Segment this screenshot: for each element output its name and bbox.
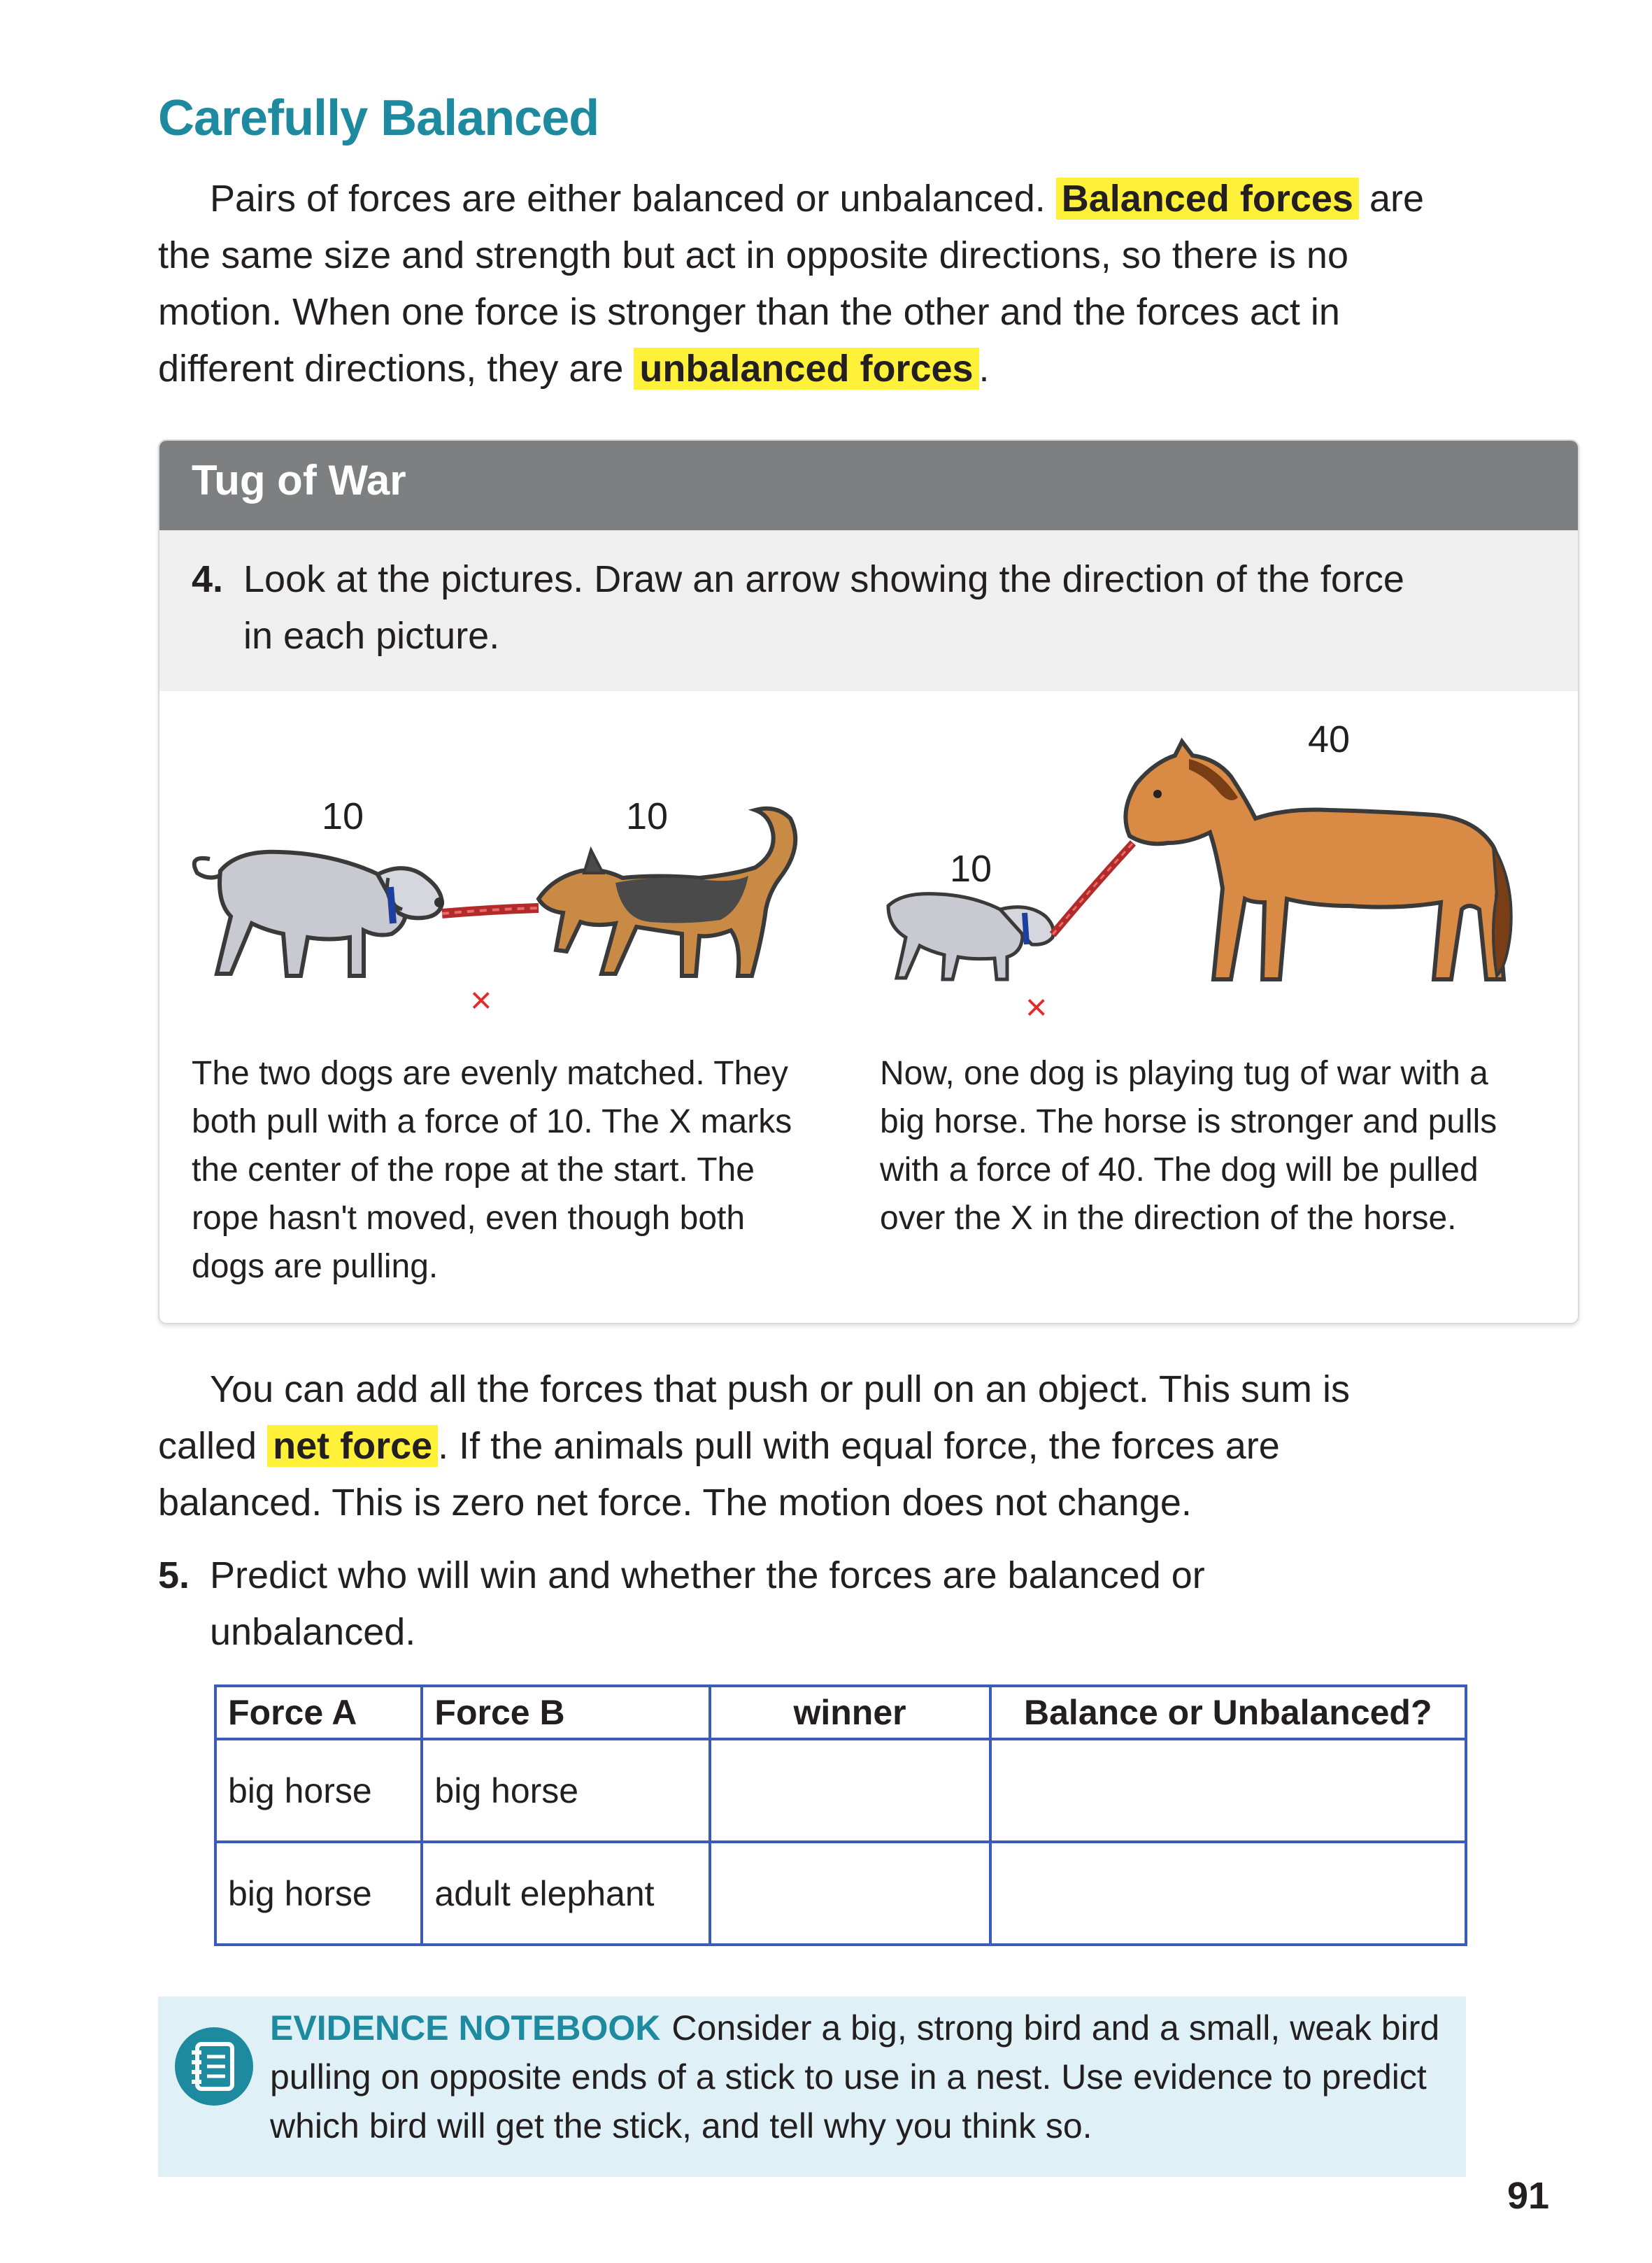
small-grey-dog-illustration bbox=[888, 894, 1053, 979]
page-number: 91 bbox=[1507, 2175, 1550, 2217]
horse-force-label: 40 bbox=[1308, 718, 1351, 760]
table-header: Balance or Unbalanced? bbox=[990, 1686, 1466, 1739]
net-force-text-2: . If the animals pull with equal force, the forces are balanced. This is zero net force. The motion does not change. bbox=[158, 1425, 1280, 1524]
intro-text-3: . bbox=[978, 348, 990, 390]
dog-force-label: 10 bbox=[950, 848, 992, 890]
table-header: Force B bbox=[422, 1686, 709, 1739]
force-b-cell: adult elephant bbox=[422, 1842, 709, 1945]
evidence-notebook-box bbox=[158, 1996, 1466, 2177]
panel-header: Tug of War bbox=[159, 441, 1578, 530]
balance-answer-cell[interactable] bbox=[990, 1842, 1466, 1945]
dog-and-horse-illustration bbox=[888, 718, 1511, 1028]
term-unbalanced-forces: unbalanced forces bbox=[634, 348, 978, 390]
balance-answer-cell[interactable] bbox=[990, 1739, 1466, 1842]
horse-illustration bbox=[1125, 742, 1511, 979]
table-row bbox=[215, 1739, 1466, 1842]
left-dog-force-label: 10 bbox=[322, 795, 364, 837]
intro-text-2: are the same size and strength but act in opposite directions, so there is no motion. When one force is stronger than the other and the forces act in different directions, they are bbox=[158, 178, 1424, 390]
evidence-notebook-prompt: Consider a big, strong bird and a small, weak bird pulling on opposite ends of a stick to use in a nest. Use evidence to predict which bird will get the stick, and tell why you think so. bbox=[270, 2008, 1440, 2145]
question-4-text: Look at the pictures. Draw an arrow showing the direction of the force in each picture. bbox=[243, 558, 1404, 657]
right-center-marker: × bbox=[1025, 986, 1048, 1028]
evidence-notebook-text bbox=[270, 2003, 1445, 2150]
question-5-number: 5. bbox=[158, 1554, 190, 1596]
intro-text-1: Pairs of forces are either balanced or unbalanced. bbox=[210, 178, 1046, 220]
net-force-text-1: You can add all the forces that push or pull on an object. This sum is called bbox=[158, 1368, 1350, 1467]
grey-dog-illustration bbox=[194, 852, 444, 976]
winner-answer-cell[interactable] bbox=[710, 1739, 990, 1842]
notebook-icon bbox=[175, 2027, 253, 2106]
forces-table bbox=[214, 1684, 1467, 1946]
force-b-cell: big horse bbox=[422, 1739, 709, 1842]
question-4-number: 4. bbox=[192, 558, 224, 600]
left-caption: The two dogs are evenly matched. They both pull with a force of 10. The X marks the center of the rope at the start. The rope hasn't moved, even though both dogs are pulling. bbox=[192, 1055, 792, 1285]
table-header: Force A bbox=[215, 1686, 422, 1739]
force-a-cell: big horse bbox=[215, 1739, 422, 1842]
section-title: Carefully Balanced bbox=[158, 90, 599, 146]
two-dogs-illustration bbox=[194, 795, 796, 1021]
net-force-paragraph bbox=[158, 1361, 1452, 1531]
winner-answer-cell[interactable] bbox=[710, 1842, 990, 1945]
force-a-cell: big horse bbox=[215, 1842, 422, 1945]
question-5 bbox=[158, 1547, 1417, 1661]
table-header-row bbox=[215, 1686, 1466, 1739]
term-balanced-forces: Balanced forces bbox=[1056, 178, 1359, 220]
evidence-notebook-label: EVIDENCE NOTEBOOK bbox=[270, 2008, 661, 2048]
rope-right bbox=[1053, 843, 1133, 935]
table-row bbox=[215, 1842, 1466, 1945]
term-net-force: net force bbox=[267, 1425, 438, 1467]
table-header: winner bbox=[710, 1686, 990, 1739]
right-dog-force-label: 10 bbox=[626, 795, 669, 837]
question-5-text: Predict who will win and whether the forces are balanced or unbalanced. bbox=[210, 1554, 1205, 1653]
left-center-marker: × bbox=[470, 979, 492, 1021]
right-caption: Now, one dog is playing tug of war with a big horse. The horse is stronger and pulls with a force of 40. The dog will be pulled over the X in the direction of the horse. bbox=[880, 1055, 1497, 1237]
